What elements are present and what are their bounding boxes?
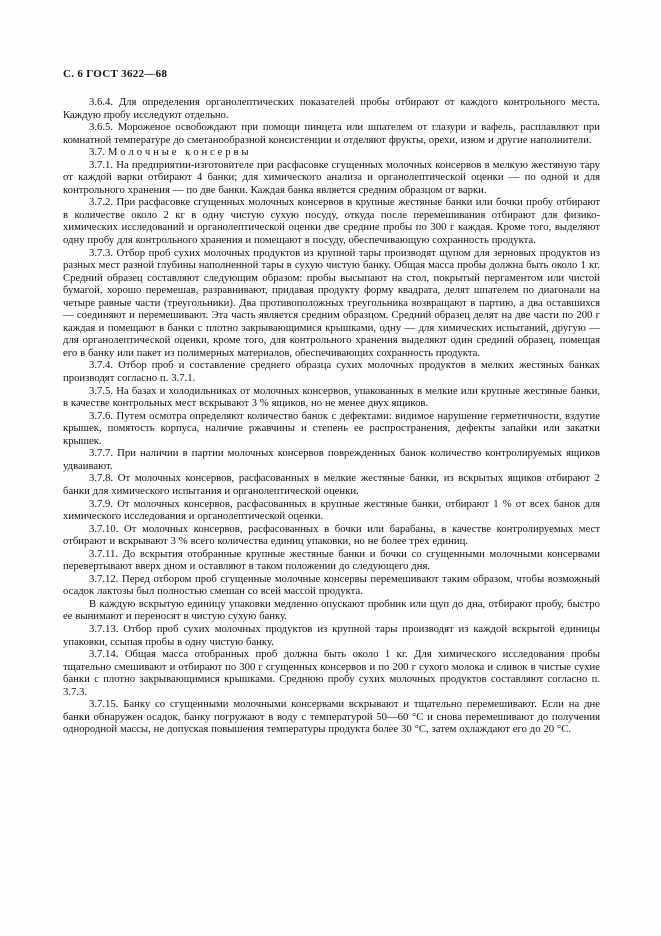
section-heading-3-7: 3.7. М о л о ч н ы е к о н с е р в ы [89,146,249,159]
para-3-6-5: 3.6.5. Мороженое освобождают при помощи пинцета или шпателем от глазури и вафель, расплавляют при комнатной температуре до сметанообразной консистенции и отделяют фрукты, орехи, изюм и другие наполнители. [63,121,600,146]
para-3-7-13: 3.7.13. Отбор проб сухих молочных продуктов из крупной тары производят из каждой вскрытой единицы упаковки, ссыпая пробы в одну чистую банку. [63,622,600,648]
para-3-7-12-cont: В каждую вскрытую единицу упаковки медленно опускают пробник или щуп до дна, отбирают пробу, быстро ее вынимают и переносят в чистую сухую банку. [63,597,600,623]
para-3-7-10: 3.7.10. От молочных консервов, расфасованных в бочки или барабаны, в качестве контролируемых мест отбирают и вскрывают 3 % всего количества единиц упаковки, но не более трех единиц. [63,522,600,548]
para-3-7-4: 3.7.4. Отбор проб и составление среднего образца сухих молочных продуктов в мелких жестяных банках производят согласно п. 3.7.1. [63,359,600,385]
para-3-7-14: 3.7.14. Общая масса отобранных проб должна быть около 1 кг. Для химического исследования пробы тщательно смешивают и отбирают по 300 г сгущенных консервов и по 200 г сухого молока и сливок в чистые сухие банки с плотно закрывающимися крышками. Среднюю пробу сухих молочных продуктов составляют согласно п. 3.7.3. [63,648,600,698]
para-3-7-11: 3.7.11. До вскрытия отобранные крупные жестяные банки и бочки со сгущенными молочными консервами перевертывают вверх дном и оставляют в таком положении до следующего дня. [63,547,600,573]
para-3-7-9: 3.7.9. От молочных консервов, расфасованных в крупные жестяные банки, отбирают 1 % от всех банок для химического исследования и органолептической оценки. [63,497,600,523]
para-3-7-1: 3.7.1. На предприятии-изготовителе при расфасовке сгущенных молочных консервов в мелкую жестяную тару от каждой варки отбирают 4 банки; для химического анализа и органолептической оценки — по одной и для контрольного хранения — по две банки. Каждая банка является средним образцом от варки. [63,158,600,196]
page-header: С. 6 ГОСТ 3622—68 [63,68,168,80]
para-3-7-3: 3.7.3. Отбор проб сухих молочных продуктов из крупной тары производят щупом для зерновых продуктов из разных мест разной глубины наполненной тары в сухую чистую банку. Общая масса пробы должна быть около 1 кг. Средний образец составляют следующим образом: пробы высыпают на стол, покрытый пергаментом или чистой бумагой, хорошо перемешав, разравнивают, придавая продукту форму квадрата, делят шпателем по диагонали на четыре равные части (треугольники). Два противоположных треугольника возвращают в партию, а два оставшихся — соединяют и перемешивают. Эта часть является средним образцом. Средний образец делят на две части по 200 г каждая и помещают в банки с плотно закрывающимися крышками, одну — для химических испытаний, другую — для органолептической оценки, кроме того, для контрольного хранения выделяют один средний образец, помещая его в банку или пакет из полимерных материалов, обеспечивающих сохранность продукта. [63,246,600,359]
document-body [63,96,600,736]
para-3-6-4: 3.6.4. Для определения органолептических показателей пробы отбирают от каждого контрольного места. Каждую пробу исследуют отдельно. [63,96,600,121]
para-3-7-7: 3.7.7. При наличии в партии молочных консервов поврежденных банок количество контролируемых ящиков удваивают. [63,447,600,472]
para-3-7-5: 3.7.5. На базах и холодильниках от молочных консервов, упакованных в мелкие или крупные жестяные банки, в качестве контрольных мест вскрывают 3 % ящиков, но не менее двух ящиков. [63,384,600,410]
para-3-7-8: 3.7.8. От молочных консервов, расфасованных в мелкие жестяные банки, из вскрытых ящиков отбирают 2 банки для химического испытания и органолептической оценки. [63,472,600,497]
para-3-7-2: 3.7.2. При расфасовке сгущенных молочных консервов в крупные жестяные банки или бочки пробу отбирают в количестве около 2 кг в одну чистую сухую посуду, откуда после перемешивания отбирают для физико-химических исследований и органолептической оценки две средние пробы по 300 г каждая. Кроме того, выделяют одну пробу для контрольного хранения и помещают в посуду, обеспечивающую сохранность продукта. [63,196,600,247]
para-3-7-12: 3.7.12. Перед отбором проб сгущенные молочные консервы перемешивают таким образом, чтобы возможный осадок лактозы был полностью смешан со всей массой продукта. [63,572,600,598]
para-3-7-15: 3.7.15. Банку со сгущенными молочными консервами вскрывают и тщательно перемешивают. Если на дне банки обнаружен осадок, банку погружают в воду с температурой 50—60 °С и снова перемешивают до получения однородной массы, не допуская повышения температуры продукта более 30 °С, затем охлаждают его до 20 °С. [63,698,600,736]
para-3-7-6: 3.7.6. Путем осмотра определяют количество банок с дефектами: видимое нарушение герметичности, вздутие крышек, помятость корпуса, наличие ржавчины и степень ее распространения, дефекты запайки или закатки крышек. [63,409,600,447]
